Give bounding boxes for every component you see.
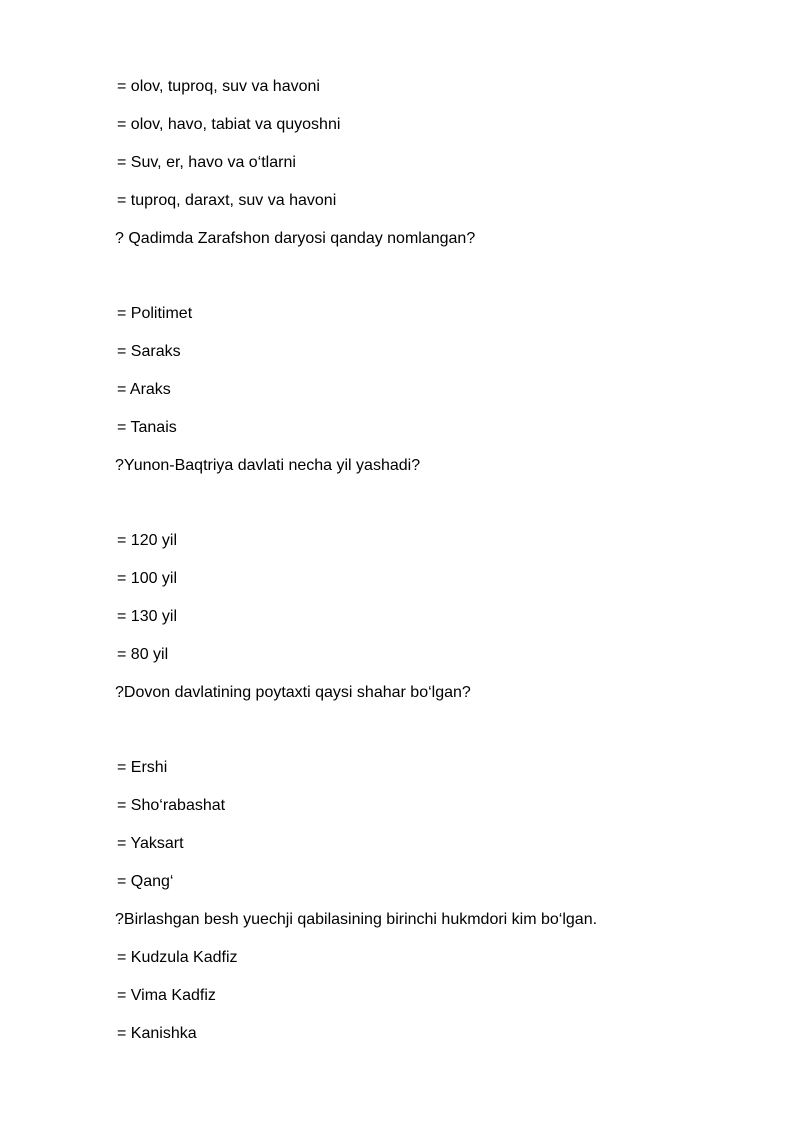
answer-option: = Kudzula Kadfiz	[117, 949, 238, 966]
answer-option: = Tanais	[117, 419, 177, 436]
answer-option: = Sho‘rabashat	[117, 797, 226, 814]
answer-option: = Ershi	[117, 759, 168, 776]
answer-option: = Araks	[117, 381, 171, 398]
question-text: ?Dovon davlatining poytaxti qaysi shahar bo‘lgan?	[115, 684, 471, 701]
answer-option: = Suv, er, havo va o‘tlarni	[117, 154, 296, 171]
answer-option: = Yaksart	[117, 835, 184, 852]
answer-option: = Politimet	[117, 305, 193, 322]
answer-option: = olov, havo, tabiat va quyoshni	[117, 116, 341, 133]
answer-option: = olov, tuproq, suv va havoni	[117, 78, 320, 95]
answer-option: = Saraks	[117, 343, 181, 360]
answer-option: = tuproq, daraxt, suv va havoni	[117, 192, 337, 209]
answer-option: = Qang‘	[117, 873, 174, 890]
answer-option: = Kanishka	[117, 1025, 197, 1042]
question-text: ?Birlashgan besh yuechji qabilasining birinchi hukmdori kim bo‘lgan.	[115, 911, 598, 928]
answer-option: = 80 yil	[117, 646, 169, 663]
question-text: ? Qadimda Zarafshon daryosi qanday nomlangan?	[115, 230, 476, 247]
answer-option: = 130 yil	[117, 608, 178, 625]
answer-option: = 120 yil	[117, 532, 178, 549]
answer-option: = 100 yil	[117, 570, 178, 587]
question-text: ?Yunon-Baqtriya davlati necha yil yashadi?	[115, 457, 421, 474]
answer-option: = Vima Kadfiz	[117, 987, 216, 1004]
